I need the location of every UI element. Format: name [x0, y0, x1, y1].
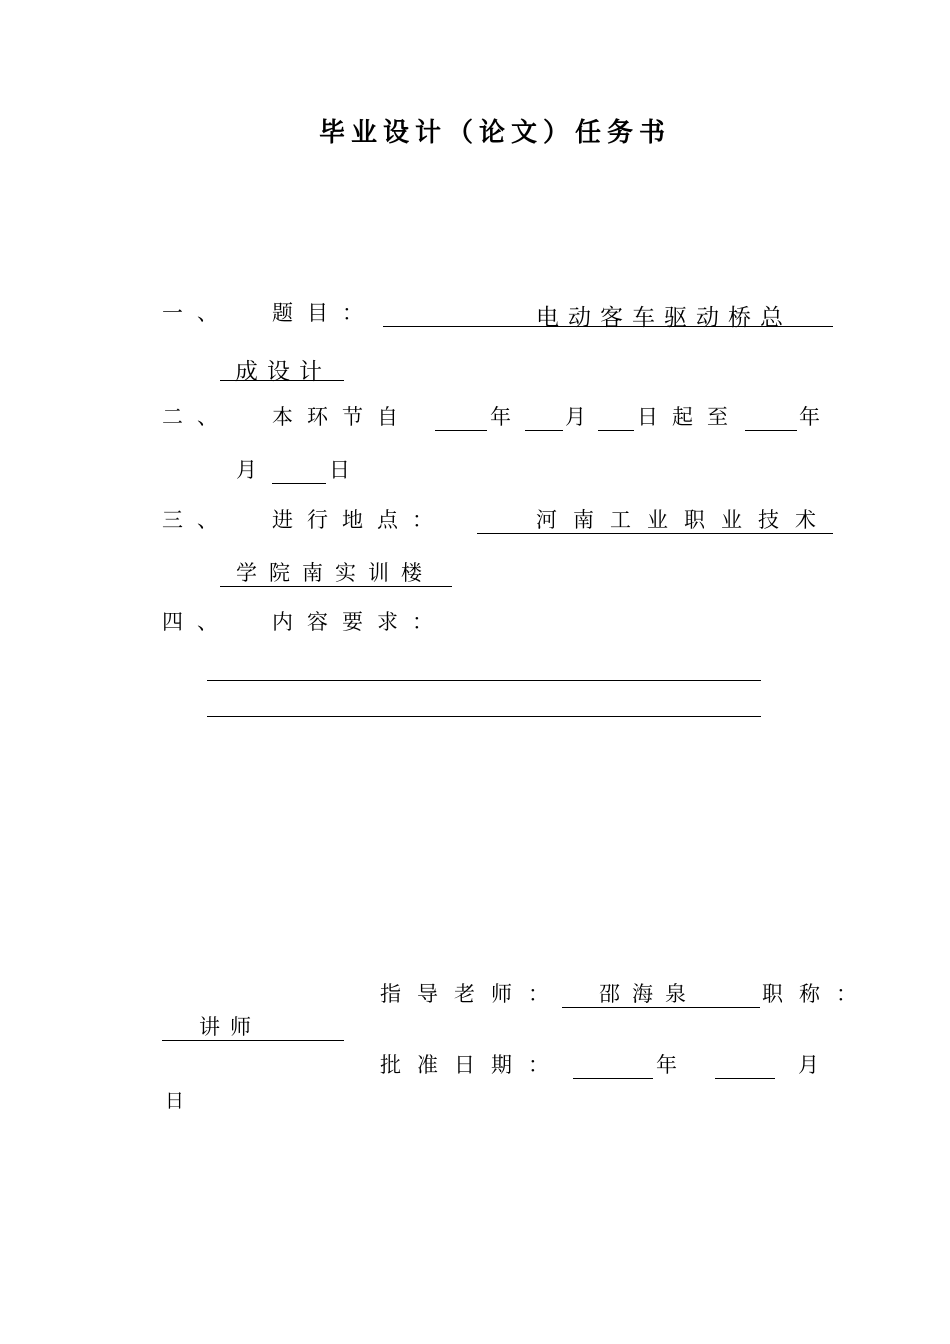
section3-place-line2: 学院南实训楼	[236, 561, 434, 585]
section2-day1-blank[interactable]	[598, 404, 634, 431]
section2-month1-label: 月	[565, 405, 586, 429]
advisor-title-value: 讲师	[199, 1015, 261, 1039]
section2-day-end-label: 日	[329, 458, 350, 482]
section3-label: 进行地点：	[272, 508, 447, 532]
approval-year-blank[interactable]	[573, 1052, 653, 1079]
section1-number: 一、	[162, 301, 232, 325]
section2-number: 二、	[162, 405, 232, 429]
section3-place-line1: 河南工业职业技术	[536, 508, 832, 532]
section2-month1-blank[interactable]	[525, 404, 563, 431]
section2-month2-blank[interactable]	[272, 457, 326, 484]
document-title: 毕业设计（论文）任务书	[318, 118, 671, 148]
section2-day-start-label: 日起至	[637, 405, 742, 429]
section4-label: 内容要求：	[272, 610, 447, 634]
advisor-label: 指导老师：	[380, 982, 565, 1006]
approval-month-blank[interactable]	[715, 1052, 775, 1079]
section2-year1-label: 年	[490, 405, 511, 429]
advisor-title-label: 职称：	[762, 982, 873, 1006]
section4-number: 四、	[162, 610, 232, 634]
content-requirement-line-1[interactable]	[207, 680, 761, 681]
content-requirement-line-2[interactable]	[207, 716, 761, 717]
section2-month2-label: 月	[236, 458, 257, 482]
section2-year2-blank[interactable]	[745, 404, 797, 431]
approval-year-label: 年	[656, 1053, 677, 1077]
section1-title-line2: 成设计	[235, 359, 331, 385]
approval-date-label: 批准日期：	[380, 1053, 565, 1077]
section2-label: 本环节自	[272, 405, 412, 429]
approval-day-label: 日	[165, 1090, 185, 1112]
section1-title-line1: 电动客车驱动桥总	[536, 305, 792, 331]
section2-year1-blank[interactable]	[435, 404, 487, 431]
section2-year2-label: 年	[799, 405, 820, 429]
approval-month-label: 月	[798, 1053, 819, 1077]
section3-number: 三、	[162, 508, 232, 532]
advisor-name: 邵海泉	[599, 982, 698, 1006]
section1-label: 题目：	[272, 301, 377, 325]
